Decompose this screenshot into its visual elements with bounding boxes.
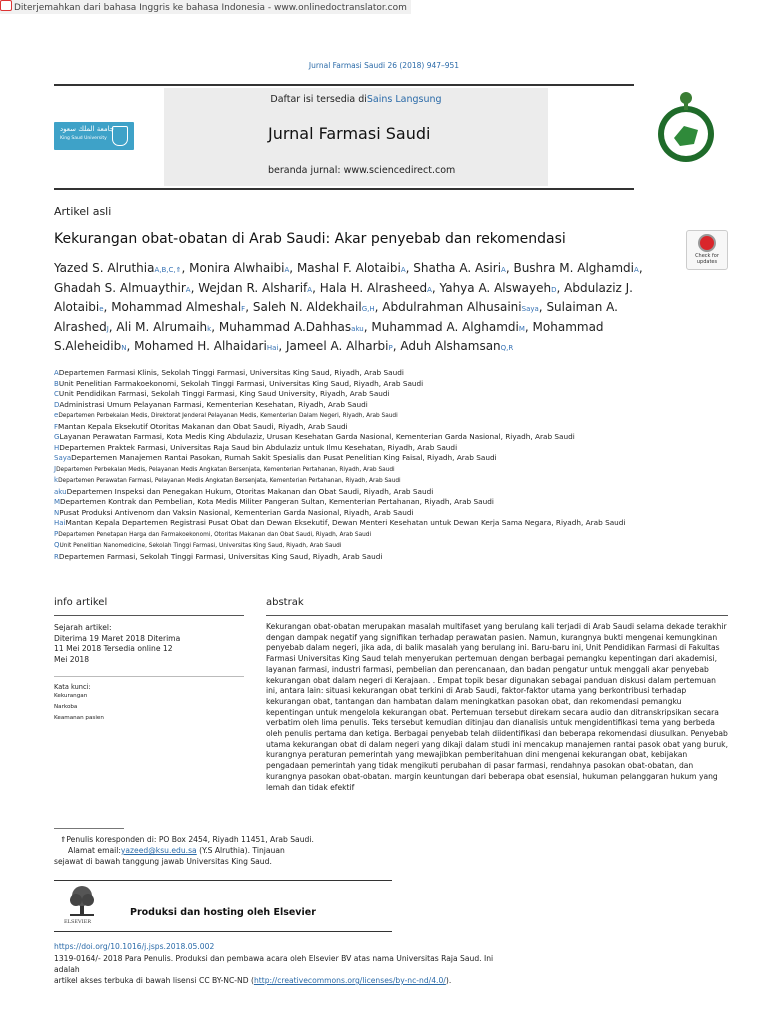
- keyword: Narkoba: [54, 704, 78, 710]
- author[interactable]: [54, 281, 191, 295]
- author-name: Monira Alwhaibi: [189, 261, 285, 275]
- author[interactable]: [440, 281, 557, 295]
- pharmacy-society-seal-icon: [654, 86, 718, 166]
- affiliation: [54, 400, 714, 411]
- author-affiliation-marker[interactable]: aku: [351, 324, 364, 333]
- affiliation: [54, 552, 714, 563]
- affiliation-marker: A: [54, 369, 59, 377]
- affiliation: [54, 508, 714, 519]
- affiliation: [54, 529, 714, 541]
- author-affiliation-marker[interactable]: A: [284, 266, 290, 274]
- article-history: [54, 623, 244, 665]
- affiliation-text: Unit Pendidikan Farmasi, Sekolah Tinggi Farmasi, King Saud University, Riyadh, Arab Saudi: [58, 389, 390, 398]
- author-affiliation-marker[interactable]: P: [388, 344, 393, 352]
- author[interactable]: [219, 320, 364, 334]
- affiliation-text: Departemen Farmasi Klinis, Sekolah Tinggi Farmasi, Universitas King Saud, Riyadh, Arab Saudi: [58, 368, 404, 377]
- author-name: Jameel A. Alharbi: [285, 339, 389, 353]
- author[interactable]: [286, 339, 393, 353]
- affiliation-text: Departemen Farmasi, Sekolah Tinggi Farmasi, Universitas King Saud, Riyadh, Arab Saudi: [58, 551, 383, 561]
- affiliation: [54, 432, 714, 443]
- author-name: Sulaiman A. Alrashed: [54, 300, 618, 334]
- affiliation-marker: N: [54, 508, 60, 517]
- affiliation-list: [54, 368, 714, 562]
- elsevier-wordmark: ELSEVIER: [64, 919, 92, 925]
- author-name: Abdulaziz J. Alotaibi: [54, 280, 633, 314]
- author-affiliation-marker[interactable]: k: [207, 324, 212, 333]
- toc-line: [164, 94, 548, 105]
- affiliation: [54, 497, 714, 508]
- affiliation-text: Mantan Kepala Eksekutif Otoritas Makanan dan Obat Saudi, Riyadh, Arab Saudi: [58, 421, 348, 431]
- author-affiliation-marker[interactable]: A: [307, 285, 313, 294]
- author-affiliation-marker[interactable]: A: [634, 266, 639, 274]
- author[interactable]: [253, 300, 375, 314]
- publisher-text: Produksi dan hosting oleh Elsevier: [130, 907, 316, 918]
- journal-homepage[interactable]: beranda jurnal: www.sciencedirect.com: [268, 165, 456, 176]
- ksu-logo: [54, 122, 134, 150]
- author-name: Yahya A. Alswayeh: [439, 280, 552, 295]
- affiliation-marker: Hai: [54, 519, 66, 527]
- author-name: Saleh N. Aldekhail: [252, 300, 362, 314]
- author-name: Aduh Alshamsan: [400, 339, 501, 353]
- abstract-rule: [266, 615, 728, 616]
- author-list: Yazed S. AlruthiaA,B,C,⇑, Monira AlwhaibiA, Mashal F. AlotaibiA, Shatha A. AsiriA, Bushra M. AlghamdiA, Ghadah S. AlmuaythirA, Wejdan R. AlsharifA, Hala H. AlrasheedA, Yahya A. AlswayehD, Abdulaziz J. Alotaibie, Mohammad AlmeshalF, Saleh N. AldekhailG,H, Abdulrahman AlhusainiSaya, Sulaiman A. AlrashedJ, Ali M. Alrumaihk, Muhammad A.Dahhasaku, Muhammad A. AlghamdiM, Mohammad S.AleheidibN, Mohamed H. AlhaidariHai, Jameel A. AlharbiP, Aduh AlshamsanQ,R: [54, 261, 643, 353]
- ksu-crest-icon: [112, 126, 128, 146]
- license-link[interactable]: http://creativecommons.org/licenses/by-nc-nd/4.0/: [253, 976, 446, 985]
- affiliation-marker: R: [54, 552, 59, 561]
- toc-prefix: Daftar isi tersedia di: [270, 94, 367, 105]
- author-name: Hala H. Alrasheed: [319, 280, 428, 295]
- affiliation-marker: F: [54, 422, 59, 431]
- affiliation: [54, 443, 714, 454]
- affiliation-marker: C: [54, 390, 59, 398]
- author-name: Mashal F. Alotaibi: [296, 261, 401, 275]
- affiliation-marker: B: [54, 379, 59, 388]
- elsevier-box: [54, 880, 392, 932]
- affiliation-text: Departemen Kontrak dan Pembelian, Kota Medis Militer Pangeran Sultan, Kementerian Pertahanan, Riyadh, Arab Saudi: [60, 497, 494, 506]
- affiliation: [54, 410, 714, 422]
- author[interactable]: [116, 320, 211, 334]
- author[interactable]: [400, 339, 513, 353]
- license-line1: 1319-0164/- 2018 Para Penulis. Produksi dan pembawa acara oleh Elsevier BV atas nama Universitas Raja Saud. Ini adalah: [54, 954, 494, 974]
- corr-email-line: [54, 845, 324, 856]
- article-info-heading: info artikel: [54, 597, 108, 608]
- keywords-list: [54, 691, 244, 724]
- affiliation: [54, 518, 714, 529]
- author-affiliation-marker[interactable]: Saya: [521, 305, 539, 313]
- affiliation-text: Layanan Perawatan Farmasi, Kota Medis King Abdulaziz, Urusan Kesehatan Garda Nasional, Kementerian Garda Nasional, Riyadh, Arab Saudi: [59, 432, 575, 441]
- journal-reference: Jurnal Farmasi Saudi 26 (2018) 947–951: [308, 61, 460, 70]
- affiliation-text: Unit Penelitian Farmakoekonomi, Sekolah Tinggi Farmasi, Universitas King Saud, Riyadh, Arab Saudi: [58, 378, 424, 388]
- author-name: Yazed S. Alruthia: [54, 261, 155, 275]
- crossmark-icon: [698, 234, 716, 252]
- corr-address: ⇑Penulis koresponden di: PO Box 2454, Riyadh 11451, Arab Saudi.: [60, 835, 314, 844]
- license-line2: [54, 975, 514, 986]
- author-affiliation-marker[interactable]: Q,R: [500, 344, 514, 352]
- author-name: Muhammad A. Alghamdi: [371, 319, 519, 334]
- affiliation-marker: Q: [54, 541, 60, 549]
- correspondence-note: [54, 834, 324, 867]
- affiliation-text: Departemen Penetapan Harga dan Farmakoekonomi, Otoritas Makanan dan Obat Saudi, Riyadh, Arab Saudi: [58, 531, 372, 538]
- author-affiliation-marker[interactable]: M: [518, 324, 525, 333]
- author[interactable]: [413, 261, 506, 275]
- author[interactable]: [297, 261, 406, 275]
- author-affiliation-marker[interactable]: G,H: [361, 305, 375, 313]
- author-affiliation-marker[interactable]: D: [551, 285, 557, 294]
- license-text: [54, 953, 514, 986]
- affiliation: [54, 453, 714, 464]
- keywords-block: [54, 683, 244, 724]
- author[interactable]: [371, 320, 525, 334]
- affiliation-text: Unit Penelitian Nanomedicine, Sekolah Tinggi Farmasi, Universitas King Saud, Riyadh, Arab Saudi: [59, 543, 342, 549]
- author-name: Bushra M. Alghamdi: [513, 261, 635, 275]
- author-affiliation-marker[interactable]: e: [99, 305, 104, 313]
- author-name: Muhammad A.Dahhas: [218, 319, 352, 334]
- affiliation-marker: H: [54, 443, 60, 452]
- affiliation-text: Pusat Produksi Antivenom dan Vaksin Nasional, Kementerian Garda Nasional, Riyadh, Arab Saudi: [59, 507, 414, 517]
- elsevier-tree-icon: [66, 884, 98, 924]
- keyword: Keamanan pasien: [54, 715, 104, 721]
- affiliation-text: Departemen Perbekalan Medis, Pelayanan Medis Angkatan Bersenjata, Kementerian Pertahanan, Riyadh, Arab Saudi: [56, 466, 395, 473]
- keywords-label: Kata kunci:: [54, 683, 91, 691]
- history-line: 11 Mei 2018 Tersedia online 12: [54, 644, 173, 654]
- author-affiliation-marker[interactable]: Hai: [266, 344, 279, 352]
- ksu-logo-arabic: جامعة الملك سعود: [60, 125, 115, 133]
- author[interactable]: [189, 261, 289, 275]
- author-name: Wejdan R. Alsharif: [198, 280, 308, 295]
- affiliation: [54, 475, 714, 487]
- author[interactable]: [134, 339, 278, 353]
- author[interactable]: [320, 281, 432, 295]
- affiliation: [54, 422, 714, 433]
- author[interactable]: [54, 261, 182, 275]
- affiliation-marker: G: [54, 433, 60, 441]
- author[interactable]: [198, 281, 312, 295]
- author-name: Ali M. Alrumaih: [116, 319, 208, 334]
- author[interactable]: [111, 300, 245, 314]
- affiliation-text: Departemen Perbekalan Medis, Direktorat Jenderal Pelayanan Medis, Kementerian Dalam Negeri, Riyadh, Arab Saudi: [58, 413, 398, 419]
- email-suffix: (Y.S Alruthia). Tinjauan: [196, 846, 285, 855]
- affiliation-text: Departemen Perawatan Farmasi, Pelayanan Medis Angkatan Bersenjata, Kementerian Pertahanan, Riyadh, Arab Saudi: [58, 478, 401, 484]
- author-affiliation-marker[interactable]: A: [427, 285, 432, 294]
- author-name: Mohammad Almeshal: [111, 300, 242, 314]
- article-type: Artikel asli: [54, 205, 112, 218]
- article-info-rule: [54, 615, 244, 616]
- license-prefix: artikel akses terbuka di bawah lisensi CC BY-NC-ND (: [54, 976, 254, 985]
- author-name: Abdulrahman Alhusaini: [382, 300, 522, 314]
- history-label: Sejarah artikel:: [54, 623, 112, 632]
- author-affiliation-marker[interactable]: N: [121, 344, 127, 352]
- banner-text: Diterjemahkan dari bahasa Inggris ke bahasa Indonesia - www.onlinedoctranslator.com: [14, 3, 407, 13]
- abstract-heading: abstrak: [266, 597, 304, 608]
- keywords-rule: [54, 676, 244, 677]
- affiliation: [54, 487, 714, 498]
- affiliation-marker: P: [54, 529, 59, 538]
- affiliation-text: Departemen Manajemen Rantai Pasokan, Rumah Sakit Spesialis dan Pusat Penelitian King Faisal, Riyadh, Arab Saudi: [71, 453, 497, 462]
- footnote-rule: [54, 828, 124, 829]
- affiliation-marker: e: [54, 411, 59, 419]
- author-affiliation-marker[interactable]: A,B,C,⇑: [154, 266, 182, 274]
- history-line: Mei 2018: [54, 654, 90, 664]
- translation-banner[interactable]: [0, 0, 411, 14]
- author-name: Mohammad S.Aleheidib: [54, 319, 604, 353]
- history-line: Diterima 19 Maret 2018 Diterima: [54, 633, 181, 643]
- author-name: Ghadah S. Almuaythir: [54, 280, 186, 295]
- affiliation-text: Departemen Praktek Farmasi, Universitas Raja Saud bin Abdulaziz untuk Ilmu Kesehatan, Riyadh, Arab Saudi: [59, 442, 458, 452]
- affiliation-marker: D: [54, 400, 60, 409]
- affiliation: [54, 540, 714, 552]
- author-affiliation-marker[interactable]: A: [400, 266, 406, 274]
- author[interactable]: [513, 261, 638, 275]
- abstract-text: Kekurangan obat-obatan merupakan masalah multifaset yang berulang kali terjadi di Arab Saudi selama dekade terakhir dengan dampak negatif yang signifikan terhadap perawatan pasien. Namun, kurangnya bukti mengenai kemungkinan penyebab dalam negeri, jika ada, di balik masalah yang berulang ini. Baru-baru ini, Unit Pendidikan Farmasi di Fakultas Farmasi Universitas King Saud telah menyerukan pertemuan dengan berbagai pemangku kepentingan dari akademisi, layanan farmasi, industri farmasi, pembelian dan perencanaan, dan badan pengatur untuk menggali akar penyebab kekurangan obat dalam negeri di Kerajaan. . Empat topik besar digunakan sebagai panduan diskusi dalam pertemuan ini, antara lain: situasi kekurangan obat terkini di Arab Saudi, faktor-faktor utama yang berkontribusi terhadap kekurangan obat, tantangan dan hambatan dalam meningkatkan pasokan obat, dan rekomendasi pemangku kepentingan untuk mengelola kekurangan obat. Pertemuan tersebut direkam secara audio dan ditranskripsikan secara verbatim oleh lima penulis. Teks tersebut kemudian ditinjau dan dianalisis untuk mengidentifikasi tema yang berbeda oleh penulis pertama dan ketiga. Berbagai penyebab telah diidentifikasi dan beberapa rekomendasi diusulkan. Penyebab utama kekurangan obat di dalam negeri yang dikaji dalam studi ini mencakup manajemen rantai pasok obat yang buruk, kurangnya peraturan pemerintah yang mewajibkan pemberitahuan dini mengenai kekurangan obat, kebijakan pengadaan pemerintah yang tidak mengikuti perubahan di pasar farmasi, rendahnya pasokan obat-obatan, dan kurangnya pasokan obat-obatan. margin keuntungan dari beberapa obat esensial, hukuman pelanggaran hukum yang lemah dan tidak efektif: [266, 622, 728, 792]
- affiliation-marker: k: [54, 476, 59, 484]
- affiliation: [54, 389, 714, 400]
- corr-email-link[interactable]: yazeed@ksu.edu.sa: [120, 846, 197, 855]
- email-label: Alamat email:: [68, 846, 121, 855]
- affiliation-marker: Saya: [54, 454, 72, 462]
- author-name: Shatha A. Asiri: [413, 261, 502, 275]
- history-lines: [54, 634, 244, 666]
- affiliation: [54, 379, 714, 390]
- author-affiliation-marker[interactable]: A: [501, 266, 506, 274]
- header-bottom-rule: [54, 188, 634, 190]
- affiliation: [54, 464, 714, 476]
- affiliation-marker: M: [54, 498, 61, 506]
- corr-peer-review: sejawat di bawah tanggung jawab Universitas King Saud.: [54, 857, 272, 866]
- affiliation: [54, 368, 714, 379]
- author-affiliation-marker[interactable]: F: [241, 305, 246, 313]
- license-suffix: ).: [445, 976, 452, 985]
- affiliation-marker: aku: [54, 487, 67, 496]
- keyword: Kekurangan: [54, 693, 88, 699]
- translator-icon: [0, 0, 12, 11]
- crossmark-label: Check for updates: [695, 253, 719, 265]
- ksu-logo-sub: King Saud University: [60, 136, 107, 141]
- doi-link[interactable]: https://doi.org/10.1016/j.jsps.2018.05.002: [54, 942, 215, 951]
- crossmark-badge[interactable]: [686, 230, 728, 270]
- header-top-rule: [54, 84, 634, 86]
- sciencedirect-link[interactable]: Sains Langsung: [366, 94, 442, 105]
- author-affiliation-marker[interactable]: A: [185, 285, 191, 294]
- journal-title: Jurnal Farmasi Saudi: [268, 124, 431, 143]
- affiliation-marker: J: [54, 464, 57, 473]
- paper-title: Kekurangan obat-obatan di Arab Saudi: Akar penyebab dan rekomendasi: [54, 231, 566, 247]
- author-affiliation-marker[interactable]: J: [106, 324, 109, 333]
- affiliation-text: Mantan Kepala Departemen Registrasi Pusat Obat dan Dewan Eksekutif, Dewan Menteri Kesehatan untuk Dewan Kerja Sama Negara, Riyadh, Arab Saudi: [65, 518, 626, 527]
- affiliation-text: Administrasi Umum Pelayanan Farmasi, Kementerian Kesehatan, Riyadh, Arab Saudi: [59, 399, 368, 409]
- affiliation-text: Departemen Inspeksi dan Penegakan Hukum, Otoritas Makanan dan Obat Saudi, Riyadh, Arab Saudi: [66, 486, 434, 496]
- author[interactable]: [382, 300, 539, 314]
- author-name: Mohamed H. Alhaidari: [134, 339, 267, 353]
